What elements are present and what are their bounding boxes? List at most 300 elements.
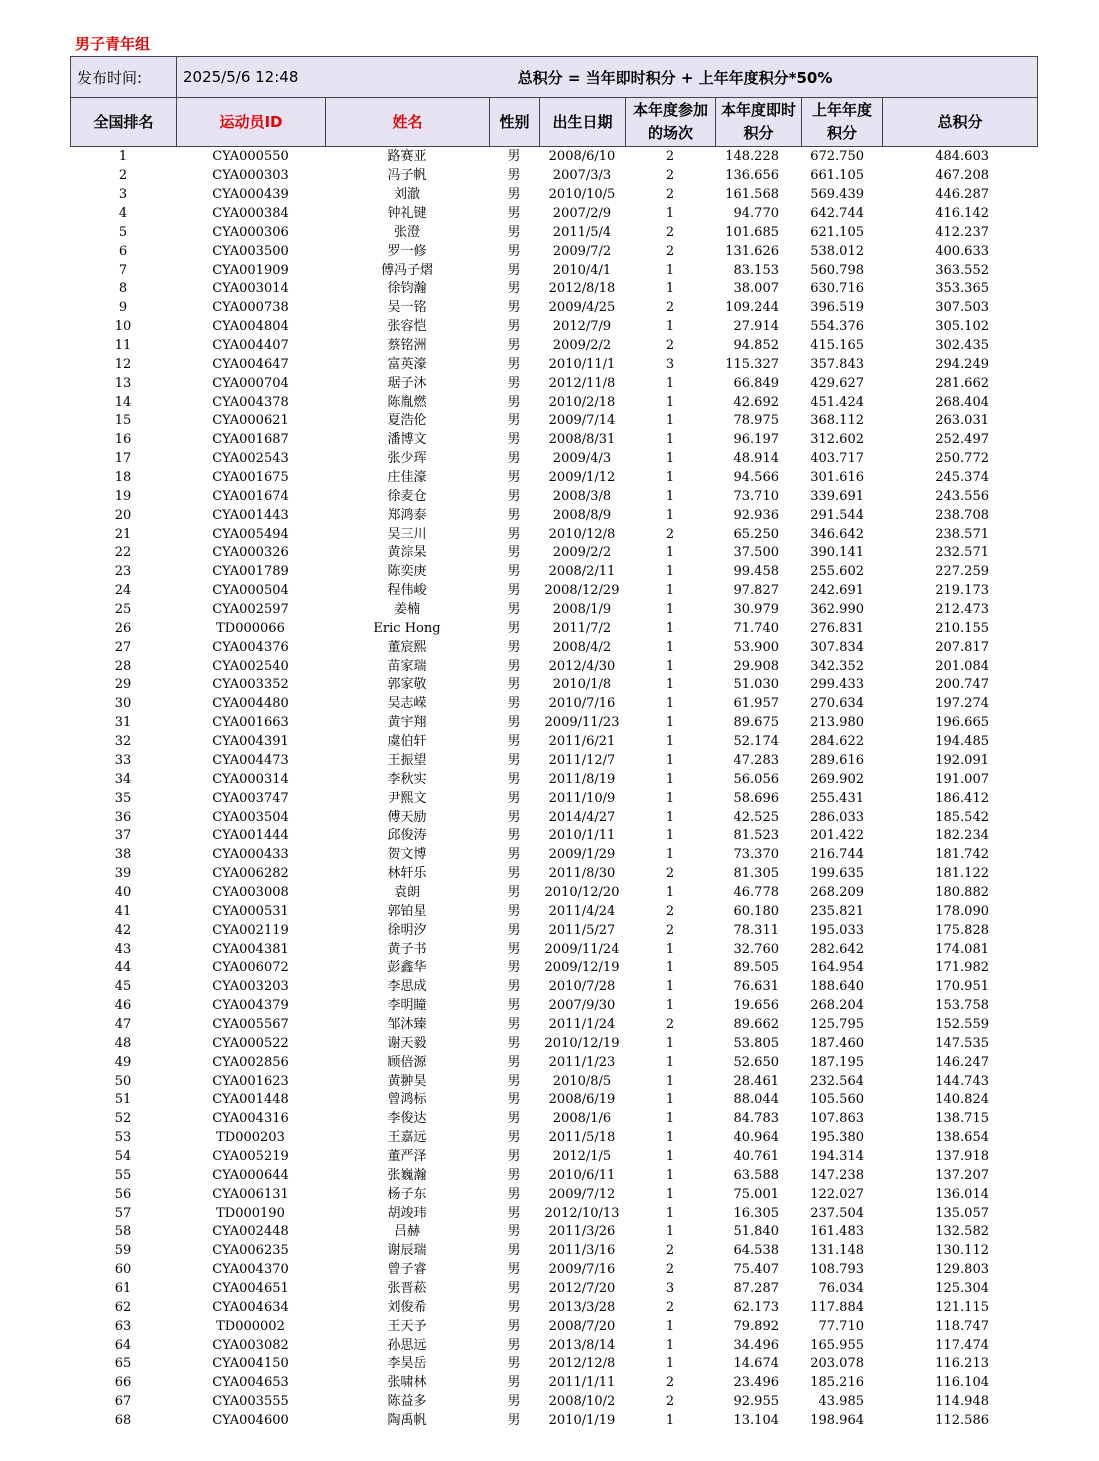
athlete-id-cell: CYA000550 bbox=[212, 149, 289, 165]
current-points-cell: 29.908 bbox=[733, 658, 779, 674]
name-cell: 吴志嵘 bbox=[387, 696, 427, 712]
birth-cell: 2009/7/14 bbox=[548, 413, 616, 429]
total-cell: 219.173 bbox=[935, 583, 989, 599]
athlete-id-cell: CYA004647 bbox=[212, 356, 289, 372]
birth-cell: 2013/8/14 bbox=[548, 1337, 616, 1353]
name-cell: 钟礼键 bbox=[387, 206, 427, 221]
total-cell: 194.485 bbox=[935, 734, 989, 750]
total-cell: 192.091 bbox=[935, 752, 989, 768]
table-row bbox=[70, 921, 1037, 940]
athlete-id-cell: CYA006282 bbox=[212, 866, 289, 882]
current-points-cell: 30.979 bbox=[733, 602, 779, 618]
last-points-cell: 538.012 bbox=[810, 243, 864, 259]
total-cell: 112.586 bbox=[935, 1413, 989, 1428]
events-cell: 2 bbox=[665, 187, 675, 203]
header-current-line2: 积分 bbox=[743, 124, 774, 142]
last-points-cell: 165.955 bbox=[810, 1337, 864, 1353]
events-cell: 1 bbox=[665, 1186, 675, 1202]
total-cell: 174.081 bbox=[935, 941, 989, 957]
gender-cell: 男 bbox=[507, 413, 521, 429]
events-cell: 2 bbox=[665, 526, 675, 542]
events-cell: 1 bbox=[665, 319, 675, 335]
last-points-cell: 43.985 bbox=[818, 1394, 864, 1410]
name-cell: 吕赫 bbox=[393, 1224, 420, 1240]
table-row bbox=[70, 770, 1037, 789]
total-cell: 250.772 bbox=[935, 451, 989, 467]
header-total[interactable]: 总积分 bbox=[883, 98, 1038, 147]
events-cell: 1 bbox=[665, 790, 675, 806]
last-points-cell: 362.990 bbox=[810, 602, 864, 618]
table-row bbox=[70, 205, 1037, 224]
name-cell: 庄佳濠 bbox=[387, 470, 427, 486]
athlete-id-cell: CYA000306 bbox=[212, 224, 289, 240]
birth-cell: 2008/8/31 bbox=[548, 432, 616, 448]
gender-cell: 男 bbox=[507, 941, 521, 957]
last-points-cell: 237.504 bbox=[810, 1205, 864, 1221]
table-row bbox=[70, 148, 1037, 167]
events-cell: 1 bbox=[665, 375, 675, 391]
table-row bbox=[70, 827, 1037, 846]
birth-cell: 2008/4/2 bbox=[552, 639, 612, 655]
current-points-cell: 42.525 bbox=[733, 809, 779, 825]
gender-cell: 男 bbox=[507, 1016, 521, 1032]
total-cell: 201.084 bbox=[935, 658, 989, 674]
events-cell: 2 bbox=[665, 866, 675, 882]
name-cell: 李昊岳 bbox=[387, 1356, 427, 1372]
table-row bbox=[70, 978, 1037, 997]
total-cell: 302.435 bbox=[935, 338, 989, 354]
last-points-cell: 161.483 bbox=[810, 1224, 864, 1240]
total-cell: 207.817 bbox=[935, 639, 989, 655]
events-cell: 2 bbox=[665, 300, 675, 316]
last-points-cell: 235.821 bbox=[810, 903, 864, 919]
total-cell: 125.304 bbox=[935, 1280, 989, 1296]
events-cell: 1 bbox=[665, 809, 675, 825]
table-row bbox=[70, 1204, 1037, 1223]
last-points-cell: 131.148 bbox=[810, 1243, 864, 1259]
table-row bbox=[70, 506, 1037, 525]
birth-cell: 2011/1/11 bbox=[548, 1375, 616, 1391]
total-cell: 118.747 bbox=[935, 1318, 989, 1334]
rank-cell: 21 bbox=[114, 526, 132, 542]
athlete-id-cell: CYA004378 bbox=[212, 394, 289, 410]
birth-cell: 2010/1/8 bbox=[552, 677, 612, 693]
last-points-cell: 232.564 bbox=[810, 1073, 864, 1089]
name-cell: 陶禹帆 bbox=[387, 1413, 427, 1428]
total-cell: 146.247 bbox=[935, 1054, 989, 1070]
athlete-id-cell: CYA003008 bbox=[212, 884, 289, 900]
total-cell: 238.571 bbox=[935, 526, 989, 542]
birth-cell: 2011/8/30 bbox=[548, 866, 616, 882]
rank-cell: 7 bbox=[118, 262, 128, 278]
events-cell: 2 bbox=[665, 1375, 675, 1391]
gender-cell: 男 bbox=[507, 545, 521, 561]
events-cell: 1 bbox=[665, 1205, 675, 1221]
last-points-cell: 339.691 bbox=[810, 488, 864, 504]
current-points-cell: 40.761 bbox=[733, 1148, 779, 1164]
name-cell: 姜楠 bbox=[393, 602, 420, 618]
table-row bbox=[70, 1317, 1037, 1336]
athlete-id-cell: CYA001663 bbox=[212, 715, 289, 731]
last-points-cell: 286.033 bbox=[810, 809, 864, 825]
athlete-id-cell: CYA001443 bbox=[212, 507, 289, 523]
birth-cell: 2009/1/12 bbox=[548, 470, 616, 486]
gender-cell: 男 bbox=[507, 1148, 521, 1164]
header-birth[interactable]: 出生日期 bbox=[540, 98, 626, 147]
gender-cell: 男 bbox=[507, 771, 521, 787]
athlete-id-cell: CYA004480 bbox=[212, 696, 289, 712]
table-row bbox=[70, 393, 1037, 412]
last-points-cell: 213.980 bbox=[810, 715, 864, 731]
events-cell: 2 bbox=[665, 1243, 675, 1259]
athlete-id-cell: CYA000522 bbox=[212, 1035, 289, 1051]
name-cell: 孙思远 bbox=[387, 1337, 427, 1353]
gender-cell: 男 bbox=[507, 715, 521, 731]
name-cell: 黄淙杲 bbox=[387, 545, 427, 561]
last-points-cell: 195.380 bbox=[810, 1130, 864, 1146]
last-points-cell: 451.424 bbox=[810, 394, 864, 410]
gender-cell: 男 bbox=[507, 375, 521, 391]
name-cell: 陈益多 bbox=[387, 1394, 427, 1410]
total-cell: 416.142 bbox=[935, 206, 989, 221]
total-cell: 121.115 bbox=[935, 1299, 989, 1315]
name-cell: 吴一铭 bbox=[387, 300, 427, 316]
current-points-cell: 66.849 bbox=[733, 375, 779, 391]
gender-cell: 男 bbox=[507, 998, 521, 1014]
current-points-cell: 53.900 bbox=[733, 639, 779, 655]
current-points-cell: 79.892 bbox=[733, 1318, 779, 1334]
name-cell: 郭家敬 bbox=[387, 677, 427, 693]
header-last-line2: 积分 bbox=[826, 124, 857, 142]
gender-cell: 男 bbox=[507, 790, 521, 806]
gender-cell: 男 bbox=[507, 168, 521, 184]
rank-cell: 8 bbox=[118, 281, 128, 297]
current-points-cell: 13.104 bbox=[733, 1413, 779, 1428]
events-cell: 1 bbox=[665, 1054, 675, 1070]
current-points-cell: 94.852 bbox=[733, 338, 779, 354]
rank-cell: 60 bbox=[114, 1262, 132, 1278]
gender-cell: 男 bbox=[507, 1167, 521, 1183]
table-row bbox=[70, 544, 1037, 563]
events-cell: 1 bbox=[665, 884, 675, 900]
header-events[interactable] bbox=[626, 98, 716, 147]
ranking-body bbox=[70, 148, 1037, 1430]
gender-cell: 男 bbox=[507, 828, 521, 844]
athlete-id-cell: TD000002 bbox=[216, 1318, 285, 1334]
events-cell: 1 bbox=[665, 1130, 675, 1146]
name-cell: 徐麦仓 bbox=[387, 488, 427, 504]
total-cell: 467.208 bbox=[935, 168, 989, 184]
gender-cell: 男 bbox=[507, 451, 521, 467]
table-row bbox=[70, 469, 1037, 488]
name-cell: 苗家瑞 bbox=[387, 658, 427, 674]
current-points-cell: 32.760 bbox=[733, 941, 779, 957]
current-points-cell: 14.674 bbox=[733, 1356, 779, 1372]
gender-cell: 男 bbox=[507, 564, 521, 580]
total-cell: 186.412 bbox=[935, 790, 989, 806]
events-cell: 2 bbox=[665, 1016, 675, 1032]
table-row bbox=[70, 261, 1037, 280]
current-points-cell: 65.250 bbox=[733, 526, 779, 542]
rank-cell: 5 bbox=[118, 224, 128, 240]
rank-cell: 30 bbox=[114, 696, 132, 712]
table-row bbox=[70, 1072, 1037, 1091]
name-cell: 陈胤燃 bbox=[387, 394, 427, 410]
events-cell: 1 bbox=[665, 470, 675, 486]
current-points-cell: 75.407 bbox=[733, 1262, 779, 1278]
gender-cell: 男 bbox=[507, 1130, 521, 1146]
events-cell: 2 bbox=[665, 149, 675, 165]
name-cell: 黄翀昊 bbox=[387, 1073, 427, 1089]
header-last-points[interactable] bbox=[802, 98, 883, 147]
total-cell: 307.503 bbox=[935, 300, 989, 316]
current-points-cell: 97.827 bbox=[733, 583, 779, 599]
table-row bbox=[70, 280, 1037, 299]
rank-cell: 9 bbox=[118, 300, 128, 316]
gender-cell: 男 bbox=[507, 658, 521, 674]
athlete-id-cell: CYA000621 bbox=[212, 413, 289, 429]
events-cell: 1 bbox=[665, 1356, 675, 1372]
table-row bbox=[70, 242, 1037, 261]
rank-cell: 25 bbox=[114, 602, 132, 618]
table-row bbox=[70, 619, 1037, 638]
gender-cell: 男 bbox=[507, 809, 521, 825]
current-points-cell: 96.197 bbox=[733, 432, 779, 448]
table-row bbox=[70, 1261, 1037, 1280]
gender-cell: 男 bbox=[507, 1035, 521, 1051]
birth-cell: 2011/5/4 bbox=[552, 224, 612, 240]
current-points-cell: 75.001 bbox=[733, 1186, 779, 1202]
total-cell: 446.287 bbox=[935, 187, 989, 203]
total-cell: 412.237 bbox=[935, 224, 989, 240]
events-cell: 1 bbox=[665, 734, 675, 750]
current-points-cell: 87.287 bbox=[733, 1280, 779, 1296]
last-points-cell: 630.716 bbox=[810, 281, 864, 297]
athlete-id-cell: CYA000439 bbox=[212, 187, 289, 203]
athlete-id-cell: CYA004391 bbox=[212, 734, 289, 750]
table-row bbox=[70, 450, 1037, 469]
athlete-id-cell: CYA004653 bbox=[212, 1375, 289, 1391]
events-cell: 3 bbox=[665, 1280, 675, 1296]
last-points-cell: 194.314 bbox=[810, 1148, 864, 1164]
current-points-cell: 63.588 bbox=[733, 1167, 779, 1183]
athlete-id-cell: CYA001623 bbox=[212, 1073, 289, 1089]
current-points-cell: 51.030 bbox=[733, 677, 779, 693]
name-cell: 张巍瀚 bbox=[387, 1167, 427, 1183]
birth-cell: 2011/3/16 bbox=[548, 1243, 616, 1259]
last-points-cell: 105.560 bbox=[810, 1092, 864, 1108]
last-points-cell: 201.422 bbox=[810, 828, 864, 844]
last-points-cell: 242.691 bbox=[810, 583, 864, 599]
header-events-line1: 本年度参加 bbox=[632, 101, 708, 119]
gender-cell: 男 bbox=[507, 1262, 521, 1278]
birth-cell: 2011/7/2 bbox=[552, 620, 612, 636]
rank-cell: 46 bbox=[114, 998, 132, 1014]
total-cell: 175.828 bbox=[935, 922, 989, 938]
name-cell: 曾鸿标 bbox=[387, 1092, 427, 1108]
rank-cell: 68 bbox=[114, 1413, 132, 1428]
birth-cell: 2011/1/23 bbox=[548, 1054, 616, 1070]
last-points-cell: 403.717 bbox=[810, 451, 864, 467]
birth-cell: 2009/12/19 bbox=[544, 960, 620, 976]
rank-cell: 22 bbox=[114, 545, 132, 561]
events-cell: 1 bbox=[665, 1148, 675, 1164]
current-points-cell: 81.523 bbox=[733, 828, 779, 844]
name-cell: Eric Hong bbox=[373, 620, 441, 636]
birth-cell: 2010/4/1 bbox=[552, 262, 612, 278]
rank-cell: 18 bbox=[114, 470, 132, 486]
gender-cell: 男 bbox=[507, 1413, 521, 1428]
rank-cell: 23 bbox=[114, 564, 132, 580]
birth-cell: 2012/1/5 bbox=[552, 1148, 612, 1164]
rank-cell: 13 bbox=[114, 375, 132, 391]
name-cell: 谢辰瑞 bbox=[387, 1243, 427, 1259]
current-points-cell: 88.044 bbox=[733, 1092, 779, 1108]
gender-cell: 男 bbox=[507, 922, 521, 938]
last-points-cell: 122.027 bbox=[810, 1186, 864, 1202]
header-name[interactable]: 姓名 bbox=[326, 98, 490, 147]
name-cell: 曾子睿 bbox=[387, 1262, 427, 1278]
athlete-id-cell: CYA006235 bbox=[212, 1243, 289, 1259]
table-row bbox=[70, 601, 1037, 620]
events-cell: 1 bbox=[665, 1035, 675, 1051]
header-current-points[interactable] bbox=[716, 98, 802, 147]
rank-cell: 3 bbox=[118, 187, 128, 203]
total-cell: 181.742 bbox=[935, 847, 989, 863]
name-cell: 王振望 bbox=[387, 752, 427, 768]
gender-cell: 男 bbox=[507, 394, 521, 410]
header-gender[interactable]: 性别 bbox=[490, 98, 540, 147]
total-cell: 400.633 bbox=[935, 243, 989, 259]
birth-cell: 2007/9/30 bbox=[548, 998, 616, 1014]
athlete-id-cell: CYA003082 bbox=[212, 1337, 289, 1353]
table-row bbox=[70, 1166, 1037, 1185]
birth-cell: 2008/1/6 bbox=[552, 1111, 612, 1127]
last-points-cell: 198.964 bbox=[810, 1413, 864, 1428]
birth-cell: 2007/3/3 bbox=[552, 168, 612, 184]
athlete-id-cell: CYA000433 bbox=[212, 847, 289, 863]
table-row bbox=[70, 902, 1037, 921]
rank-cell: 63 bbox=[114, 1318, 132, 1334]
birth-cell: 2009/1/29 bbox=[548, 847, 616, 863]
rank-cell: 39 bbox=[114, 866, 132, 882]
events-cell: 1 bbox=[665, 564, 675, 580]
formula-text: 总积分 = 当年即时积分 + 上年年度积分*50% bbox=[517, 68, 833, 87]
last-points-cell: 76.034 bbox=[818, 1280, 864, 1296]
athlete-id-cell: CYA003555 bbox=[212, 1394, 289, 1410]
athlete-id-cell: CYA001674 bbox=[212, 488, 289, 504]
events-cell: 1 bbox=[665, 1337, 675, 1353]
birth-cell: 2011/8/19 bbox=[548, 771, 616, 787]
total-cell: 132.582 bbox=[935, 1224, 989, 1240]
name-cell: 李俊达 bbox=[387, 1111, 427, 1127]
last-points-cell: 117.884 bbox=[810, 1299, 864, 1315]
gender-cell: 男 bbox=[507, 1224, 521, 1240]
gender-cell: 男 bbox=[507, 187, 521, 203]
name-cell: 黄宇翔 bbox=[387, 715, 427, 731]
last-points-cell: 672.750 bbox=[810, 149, 864, 165]
birth-cell: 2012/11/8 bbox=[548, 375, 616, 391]
gender-cell: 男 bbox=[507, 960, 521, 976]
table-row bbox=[70, 1336, 1037, 1355]
gender-cell: 男 bbox=[507, 243, 521, 259]
gender-cell: 男 bbox=[507, 432, 521, 448]
table-header bbox=[70, 97, 1038, 147]
athlete-id-cell: CYA004473 bbox=[212, 752, 289, 768]
name-cell: 郑鸿泰 bbox=[387, 507, 427, 523]
info-bar bbox=[70, 56, 1038, 98]
events-cell: 1 bbox=[665, 394, 675, 410]
birth-cell: 2012/7/20 bbox=[548, 1280, 616, 1296]
name-cell: 李思成 bbox=[387, 979, 427, 995]
current-points-cell: 56.056 bbox=[733, 771, 779, 787]
total-cell: 130.112 bbox=[935, 1243, 989, 1259]
gender-cell: 男 bbox=[507, 1111, 521, 1127]
total-cell: 200.747 bbox=[935, 677, 989, 693]
current-points-cell: 46.778 bbox=[733, 884, 779, 900]
rank-cell: 2 bbox=[118, 168, 128, 184]
rank-cell: 62 bbox=[114, 1299, 132, 1315]
events-cell: 1 bbox=[665, 1111, 675, 1127]
total-cell: 243.556 bbox=[935, 488, 989, 504]
last-points-cell: 276.831 bbox=[810, 620, 864, 636]
rank-cell: 64 bbox=[114, 1337, 132, 1353]
birth-cell: 2012/8/18 bbox=[548, 281, 616, 297]
name-cell: 徐钧瀚 bbox=[387, 281, 427, 297]
table-row bbox=[70, 884, 1037, 903]
rank-cell: 66 bbox=[114, 1375, 132, 1391]
table-row bbox=[70, 431, 1037, 450]
gender-cell: 男 bbox=[507, 356, 521, 372]
name-cell: 傅天励 bbox=[387, 809, 427, 825]
current-points-cell: 109.244 bbox=[725, 300, 779, 316]
events-cell: 1 bbox=[665, 828, 675, 844]
rank-cell: 38 bbox=[114, 847, 132, 863]
gender-cell: 男 bbox=[507, 1337, 521, 1353]
last-points-cell: 390.141 bbox=[810, 545, 864, 561]
events-cell: 1 bbox=[665, 1167, 675, 1183]
gender-cell: 男 bbox=[507, 752, 521, 768]
events-cell: 1 bbox=[665, 941, 675, 957]
athlete-id-cell: CYA004379 bbox=[212, 998, 289, 1014]
rank-cell: 29 bbox=[114, 677, 132, 693]
header-last-line1: 上年年度 bbox=[811, 101, 872, 119]
events-cell: 1 bbox=[665, 960, 675, 976]
birth-cell: 2009/2/2 bbox=[552, 545, 612, 561]
table-row bbox=[70, 1091, 1037, 1110]
name-cell: 富英濠 bbox=[387, 356, 427, 372]
total-cell: 212.473 bbox=[935, 602, 989, 618]
current-points-cell: 81.305 bbox=[733, 866, 779, 882]
name-cell: 刘澈 bbox=[393, 187, 420, 203]
gender-cell: 男 bbox=[507, 1356, 521, 1372]
name-cell: 黄子书 bbox=[387, 941, 427, 957]
rank-cell: 14 bbox=[114, 394, 132, 410]
header-athlete-id[interactable]: 运动员ID bbox=[177, 98, 326, 147]
publish-label: 发布时间: bbox=[71, 57, 177, 98]
birth-cell: 2012/10/13 bbox=[544, 1205, 620, 1221]
current-points-cell: 73.370 bbox=[733, 847, 779, 863]
events-cell: 1 bbox=[665, 1318, 675, 1334]
last-points-cell: 187.460 bbox=[810, 1035, 864, 1051]
birth-cell: 2011/3/26 bbox=[548, 1224, 616, 1240]
total-cell: 281.662 bbox=[935, 375, 989, 391]
header-rank[interactable]: 全国排名 bbox=[71, 98, 177, 147]
table-row bbox=[70, 318, 1037, 337]
birth-cell: 2008/10/2 bbox=[548, 1394, 616, 1410]
total-cell: 180.882 bbox=[935, 884, 989, 900]
name-cell: 张少珲 bbox=[387, 451, 427, 467]
